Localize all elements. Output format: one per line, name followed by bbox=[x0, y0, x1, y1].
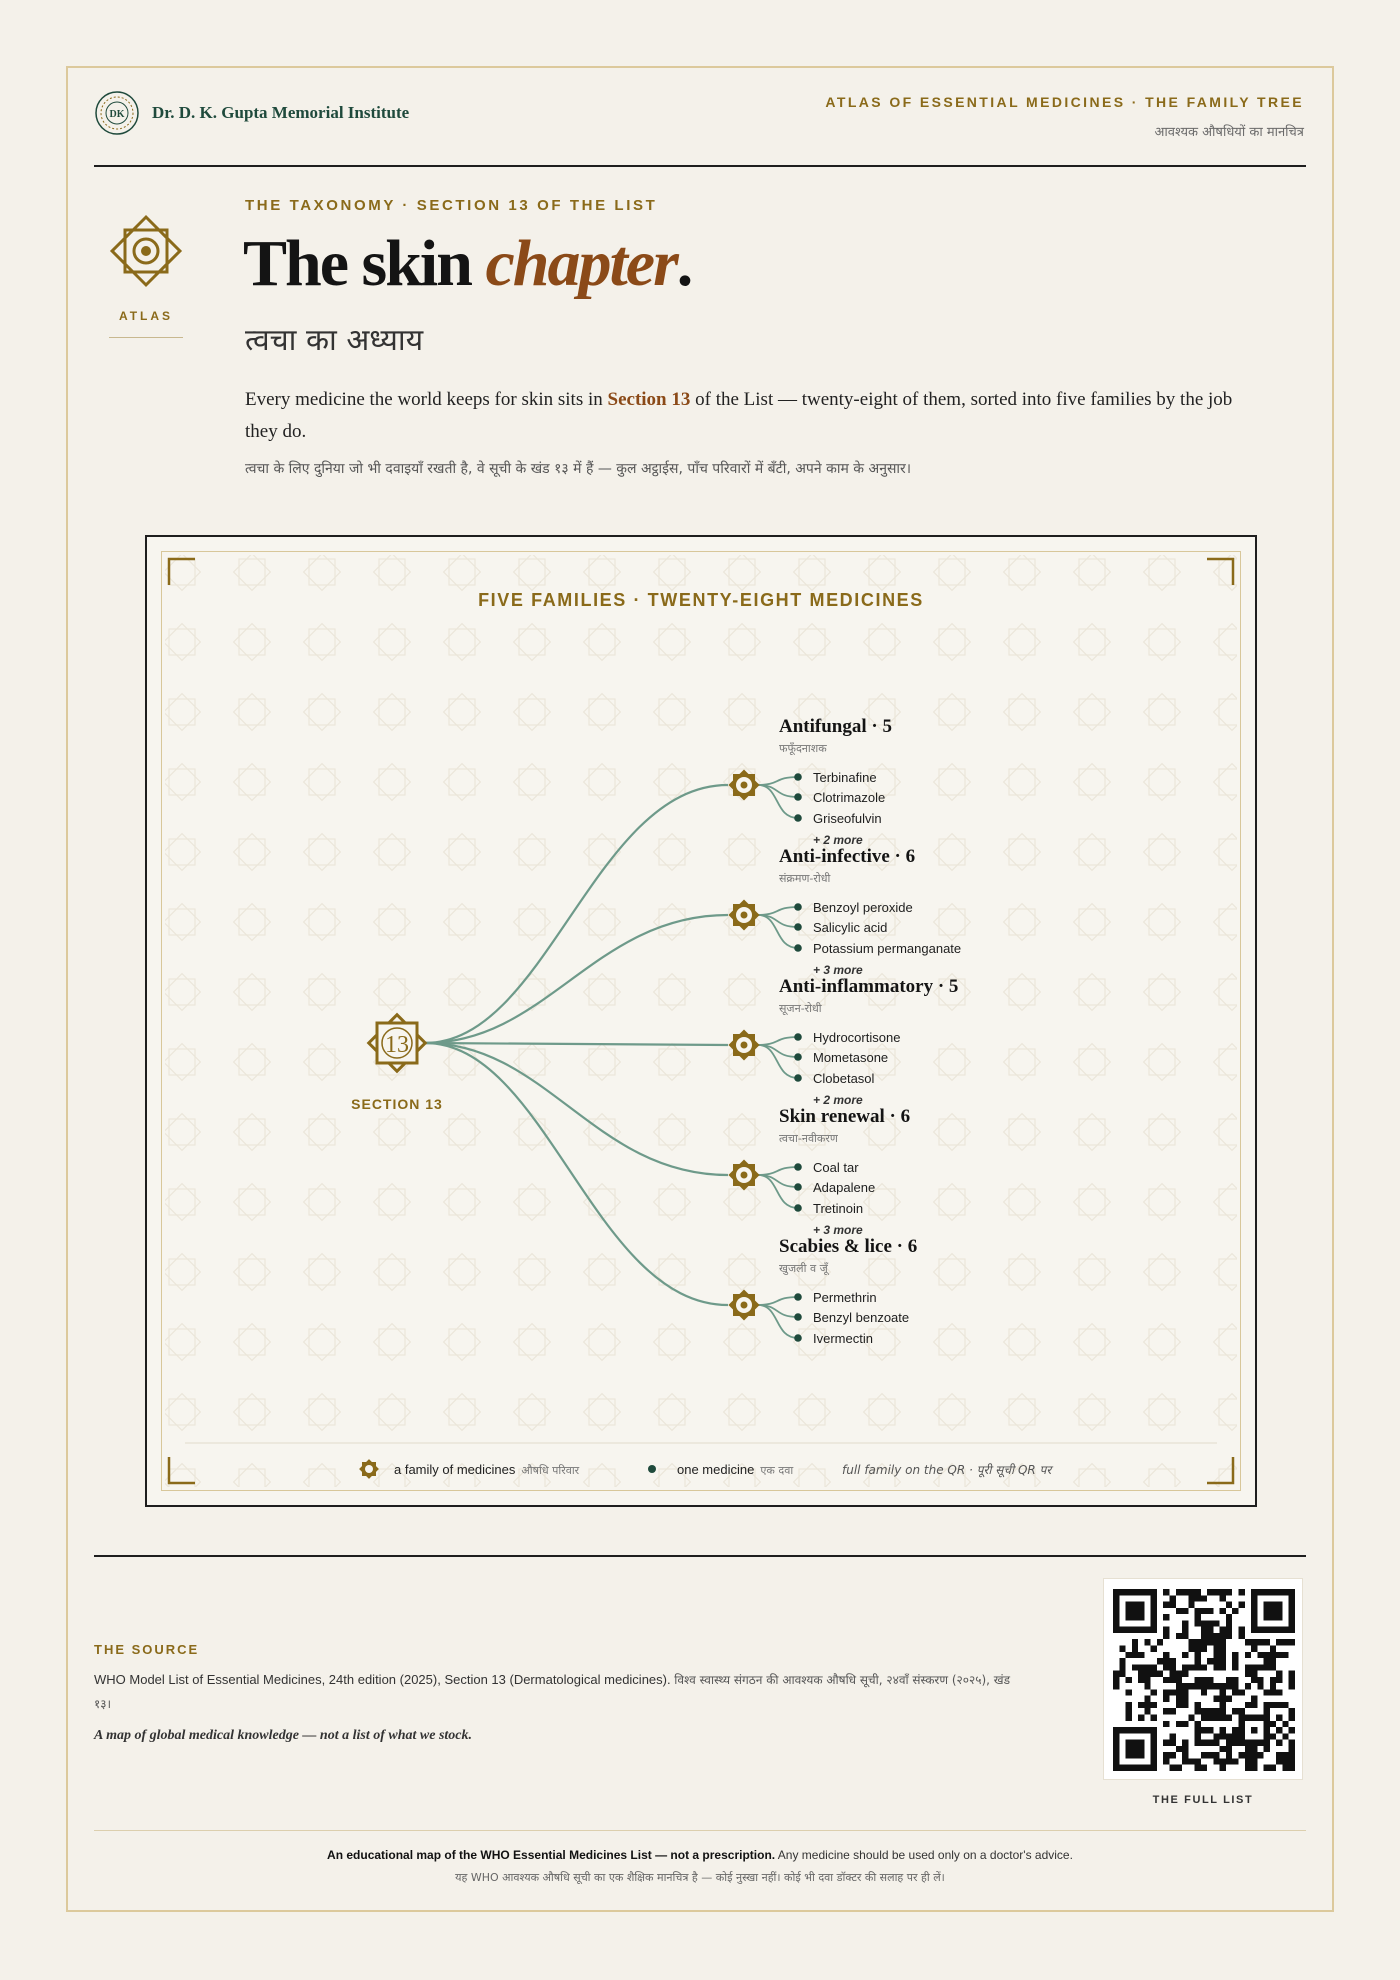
section-eyebrow: THE TAXONOMY · SECTION 13 OF THE LIST bbox=[245, 197, 658, 214]
medicine-name: Hydrocortisone bbox=[813, 1030, 901, 1045]
medicine-name: Salicylic acid bbox=[813, 920, 888, 935]
qr-code[interactable] bbox=[1103, 1578, 1303, 1780]
medicine-dot-icon bbox=[794, 793, 802, 801]
legend-medicine-hindi: एक दवा bbox=[760, 1464, 794, 1477]
header-kicker: ATLAS OF ESSENTIAL MEDICINES · THE FAMILY TREE bbox=[825, 94, 1304, 110]
header-kicker-hindi: आवश्यक औषधियों का मानचित्र bbox=[1154, 125, 1304, 140]
medicine-dot-icon bbox=[794, 1293, 802, 1301]
legend bbox=[359, 1459, 1053, 1479]
medicine-name: Adapalene bbox=[813, 1180, 876, 1195]
medicine-dot-icon bbox=[794, 1204, 802, 1212]
family-node-icon bbox=[728, 899, 759, 930]
lede-hindi: त्वचा के लिए दुनिया जो भी दवाइयाँ रखती है, वे सूची के खंड १३ में हैं — कुल अट्ठाईस, पाँच परिवारों में बँटी, अपने काम के अनुसार। bbox=[245, 461, 912, 477]
legend-note: full family on the QR · पूरी सूची QR पर bbox=[842, 1463, 1052, 1477]
family-node-icon bbox=[728, 1159, 759, 1190]
medicine-dot-icon bbox=[794, 1163, 802, 1171]
medicine-dot-icon bbox=[794, 1053, 802, 1061]
footer-rule bbox=[94, 1555, 1306, 1557]
family-name: Scabies & lice · 6 bbox=[779, 1236, 918, 1257]
medicine-name: Mometasone bbox=[813, 1050, 889, 1065]
medicine-name: Benzyl benzoate bbox=[813, 1310, 910, 1325]
title-main: The skin bbox=[243, 227, 486, 300]
medicine-dot-icon bbox=[794, 1033, 802, 1041]
diagram-heading: FIVE FAMILIES · TWENTY-EIGHT MEDICINES bbox=[478, 590, 924, 610]
medicine-dot-icon bbox=[794, 903, 802, 911]
medicine-name: Coal tar bbox=[813, 1160, 859, 1175]
family-node-icon bbox=[728, 769, 759, 800]
medicine-dot-icon bbox=[794, 1183, 802, 1191]
medicine-name: Clobetasol bbox=[813, 1071, 875, 1086]
medicine-dot-icon bbox=[794, 1074, 802, 1082]
source-text bbox=[94, 1668, 1014, 1716]
family-name: Anti-inflammatory · 5 bbox=[779, 976, 959, 997]
atlas-mark bbox=[98, 206, 194, 338]
institute-logo-icon bbox=[94, 90, 140, 136]
medicine-dot-icon bbox=[794, 814, 802, 822]
family-name: Antifungal · 5 bbox=[779, 716, 892, 737]
root-label: SECTION 13 bbox=[351, 1096, 443, 1112]
atlas-label: ATLAS bbox=[118, 309, 174, 323]
lede-highlight: Section 13 bbox=[607, 389, 691, 410]
family-tree-diagram bbox=[145, 535, 1257, 1507]
source-citation-hindi: विश्व स्वास्थ्य संगठन की आवश्यक औषधि सूची, २४वाँ संस्करण (२०२५), खंड १३। bbox=[94, 1673, 1011, 1711]
lede-post: of the List — twenty-eight of them, sorted into five families by the job they do. bbox=[245, 389, 1233, 442]
title-end: . bbox=[676, 227, 692, 300]
disclaimer-rest: Any medicine should be used only on a doctor's advice. bbox=[775, 1848, 1073, 1862]
family-name: Skin renewal · 6 bbox=[779, 1106, 911, 1127]
lede bbox=[245, 384, 1255, 448]
medicine-name: Clotrimazole bbox=[813, 790, 886, 805]
medicine-dot-icon bbox=[794, 1313, 802, 1321]
medicine-name: Tretinoin bbox=[813, 1201, 864, 1216]
legend-medicine-text: one medicine bbox=[677, 1462, 755, 1477]
medicine-name: Terbinafine bbox=[813, 770, 877, 785]
medicine-name: Ivermectin bbox=[813, 1331, 873, 1346]
family-name: Anti-infective · 6 bbox=[779, 846, 916, 867]
bottom-rule bbox=[94, 1830, 1306, 1831]
institute-name: Dr. D. K. Gupta Memorial Institute bbox=[152, 103, 410, 122]
legend-family-hindi: औषधि परिवार bbox=[521, 1464, 580, 1477]
brand bbox=[94, 90, 409, 136]
medicine-dot-icon bbox=[794, 923, 802, 931]
source-heading: THE SOURCE bbox=[94, 1642, 200, 1657]
family-tree-svg bbox=[147, 537, 1255, 1505]
medicine-dot-icon bbox=[794, 773, 802, 781]
family-name-hindi: सूजन-रोधी bbox=[779, 1002, 822, 1015]
family-node-icon bbox=[728, 1289, 759, 1320]
more-count: + 2 more bbox=[813, 1093, 863, 1107]
disclaimer-bold: An educational map of the WHO Essential Medicines List — not a prescription. bbox=[327, 1848, 776, 1862]
family-node-icon bbox=[728, 1029, 759, 1060]
family-name-hindi: फफूँदनाशक bbox=[779, 742, 827, 755]
legend-medicine-label bbox=[677, 1462, 793, 1477]
header-kicker-block bbox=[825, 94, 1304, 140]
source-citation: WHO Model List of Essential Medicines, 24th edition (2025), Section 13 (Dermatological medicines). bbox=[94, 1672, 671, 1687]
disclaimer bbox=[94, 1848, 1306, 1862]
more-count: + 3 more bbox=[813, 1223, 863, 1237]
legend-family-icon bbox=[359, 1459, 379, 1479]
medicine-name: Potassium permanganate bbox=[813, 941, 962, 956]
diagram-background-pattern bbox=[165, 555, 1237, 1487]
legend-family-label bbox=[394, 1462, 580, 1477]
medicine-dot-icon bbox=[794, 1334, 802, 1342]
family-name-hindi: त्वचा-नवीकरण bbox=[779, 1132, 838, 1145]
title-accent: chapter bbox=[485, 227, 677, 300]
root-number: 13 bbox=[385, 1032, 409, 1058]
logo-monogram: DK bbox=[109, 109, 125, 120]
medicine-name: Benzoyl peroxide bbox=[813, 900, 913, 915]
medicine-name: Griseofulvin bbox=[813, 811, 882, 826]
qr-code-icon bbox=[1113, 1589, 1295, 1771]
more-count: + 3 more bbox=[813, 963, 863, 977]
page-title-hindi: त्वचा का अध्याय bbox=[245, 323, 424, 358]
atlas-emblem-icon bbox=[101, 206, 191, 296]
atlas-divider bbox=[109, 337, 183, 338]
legend-medicine-dot-icon bbox=[648, 1465, 656, 1473]
lede-pre: Every medicine the world keeps for skin sits in bbox=[245, 389, 608, 410]
family-name-hindi: खुजली व जूँ bbox=[779, 1262, 828, 1275]
header-rule bbox=[94, 165, 1306, 167]
page-title bbox=[243, 226, 691, 302]
legend-family-text: a family of medicines bbox=[394, 1462, 516, 1477]
medicine-name: Permethrin bbox=[813, 1290, 877, 1305]
more-count: + 2 more bbox=[813, 833, 863, 847]
source-note: A map of global medical knowledge — not a list of what we stock. bbox=[94, 1728, 473, 1743]
qr-label: THE FULL LIST bbox=[1152, 1794, 1254, 1806]
family-name-hindi: संक्रमण-रोधी bbox=[779, 872, 831, 885]
medicine-dot-icon bbox=[794, 944, 802, 952]
disclaimer-hindi: यह WHO आवश्यक औषधि सूची का एक शैक्षिक मानचित्र है — कोई नुस्खा नहीं। कोई भी दवा डॉक्टर की सलाह पर ही लें। bbox=[455, 1871, 945, 1884]
